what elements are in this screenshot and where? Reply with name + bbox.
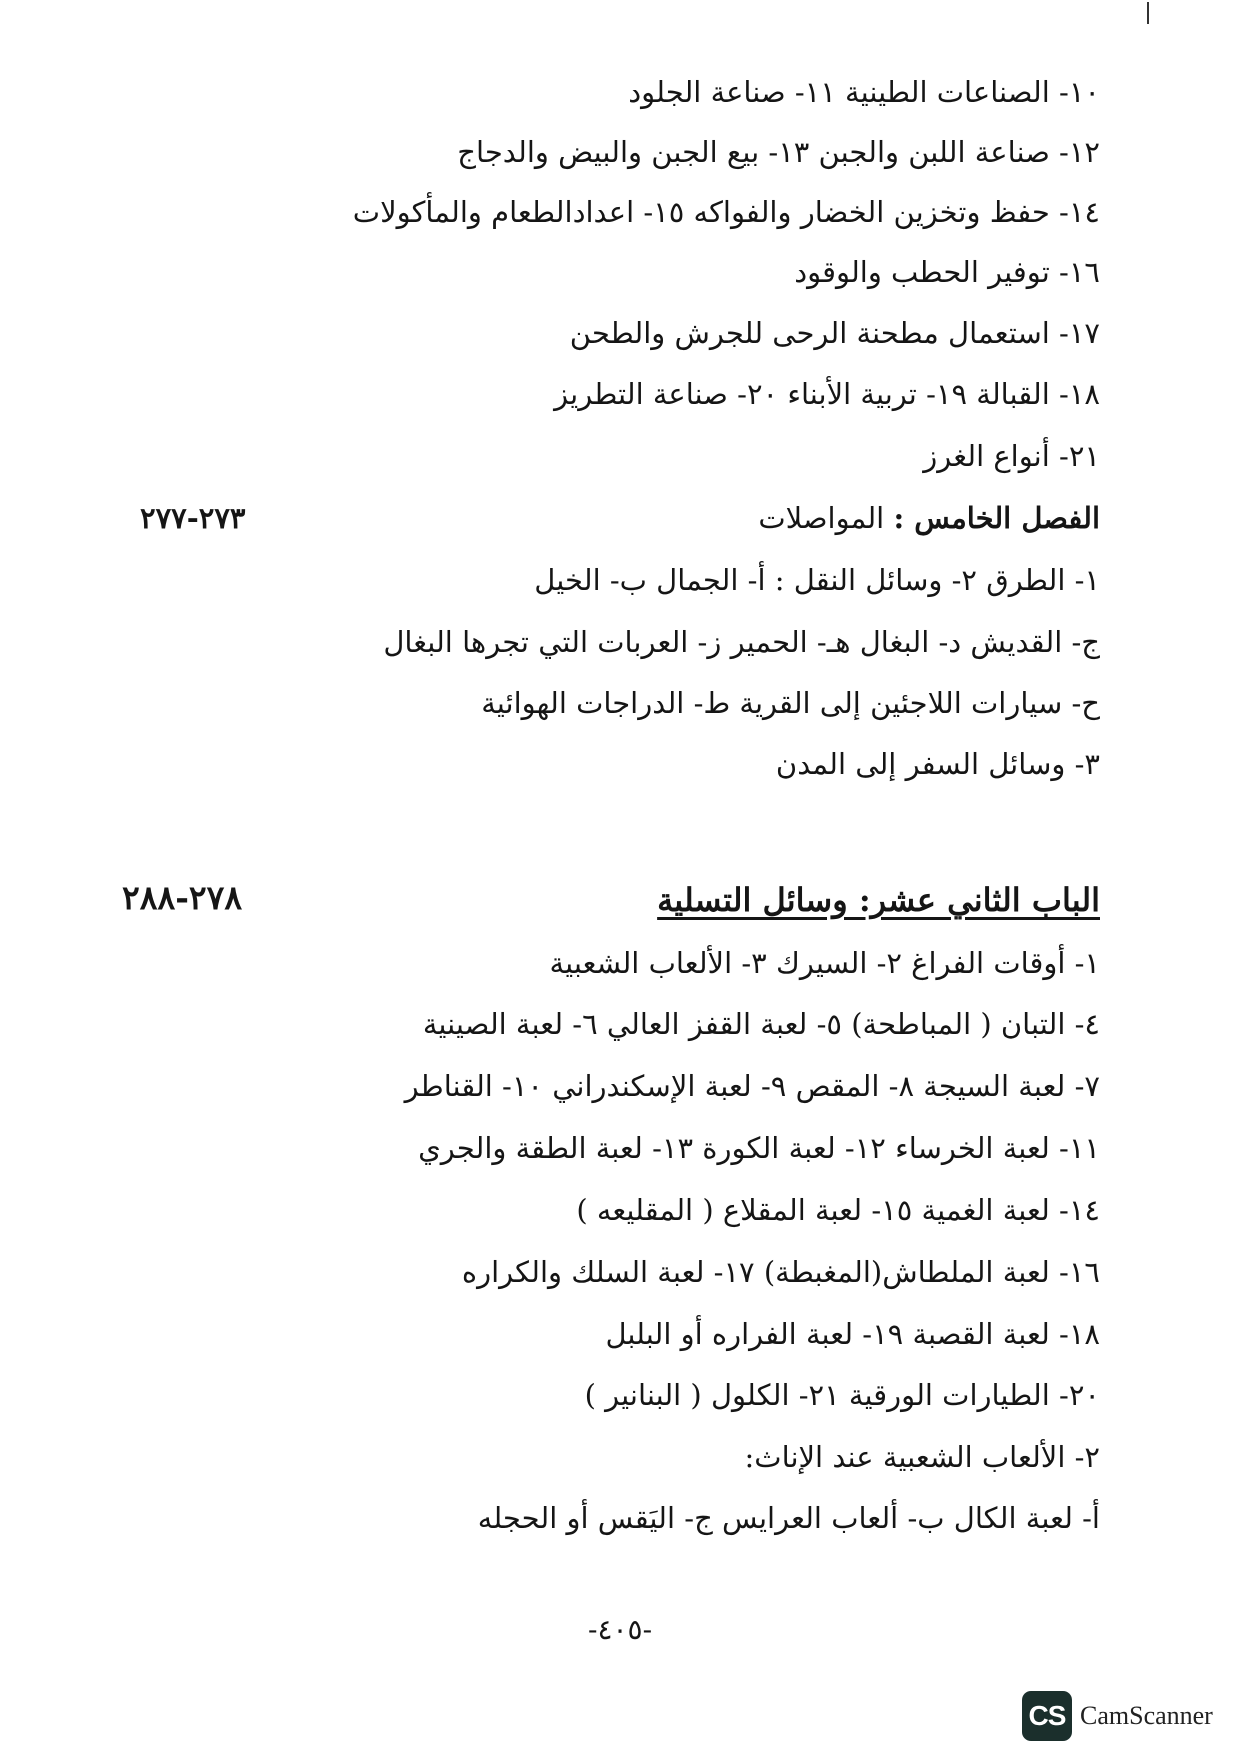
- part-page-range: ٢٧٨-٢٨٨: [122, 878, 243, 917]
- list-item: ح- سيارات اللاجئين إلى القرية ط- الدراجات الهوائية: [481, 686, 1100, 720]
- list-item: ٤- التبان ( المباطحة) ٥- لعبة القفز العالي ٦- لعبة الصينية: [422, 1007, 1100, 1041]
- camscanner-brand: CamScanner: [1080, 1701, 1213, 1730]
- list-item: ١٢- صناعة اللبن والجبن ١٣- بيع الجبن والبيض والدجاج: [457, 135, 1100, 169]
- list-item: أ- لعبة الكال ب- ألعاب العرايس ج- اليَقس أو الحجله: [477, 1501, 1100, 1535]
- list-item: ١- أوقات الفراغ ٢- السيرك ٣- الألعاب الشعبية: [549, 946, 1100, 980]
- list-item: ١٦- توفير الحطب والوقود: [794, 255, 1100, 289]
- list-item: ١٧- استعمال مطحنة الرحى للجرش والطحن: [569, 316, 1100, 350]
- list-item: ١١- لعبة الخرساء ١٢- لعبة الكورة ١٣- لعبة الطقة والجري: [418, 1131, 1100, 1165]
- camscanner-logo-icon: CS: [1022, 1691, 1072, 1741]
- list-item: ٧- لعبة السيجة ٨- المقص ٩- لعبة الإسكندراني ١٠- القناطر: [404, 1069, 1100, 1103]
- page-number: -٤٠٥-: [587, 1613, 653, 1646]
- chapter-title: الفصل الخامس :: [893, 501, 1100, 535]
- list-item: ج- القديش د- البغال هـ- الحمير ز- العربات التي تجرها البغال: [383, 625, 1100, 659]
- list-item: ١٤- لعبة الغمية ١٥- لعبة المقلاع ( المقليعه ): [576, 1193, 1100, 1227]
- camscanner-watermark: [1022, 1688, 1213, 1744]
- list-item: ١٠- الصناعات الطينية ١١- صناعة الجلود: [628, 75, 1100, 109]
- list-item: ٢٠- الطيارات الورقية ٢١- الكلول ( البنانير ): [584, 1378, 1100, 1412]
- chapter-page-range: ٢٧٣-٢٧٧: [140, 501, 246, 535]
- list-item: ٣- وسائل السفر إلى المدن: [775, 747, 1100, 781]
- part-heading: الباب الثاني عشر: وسائل التسلية: [657, 881, 1100, 919]
- list-item: ١٦- لعبة الملطاش(المغبطة) ١٧- لعبة السلك والكراره: [461, 1255, 1100, 1289]
- scan-mark: [1147, 2, 1149, 24]
- list-item: ٢١- أنواع الغرز: [923, 439, 1100, 473]
- list-item: ١٤- حفظ وتخزين الخضار والفواكه ١٥- اعدادالطعام والمأكولات: [352, 195, 1100, 229]
- chapter-heading: [758, 498, 1100, 538]
- list-item: ١٨- لعبة القصبة ١٩- لعبة الفراره أو البلبل: [605, 1317, 1100, 1351]
- list-item: ١- الطرق ٢- وسائل النقل : أ- الجمال ب- الخيل: [534, 563, 1100, 597]
- list-item: ٢- الألعاب الشعبية عند الإناث:: [744, 1440, 1100, 1474]
- list-item: ١٨- القبالة ١٩- تربية الأبناء ٢٠- صناعة التطريز: [554, 377, 1100, 411]
- chapter-subtitle: المواصلات: [758, 501, 894, 535]
